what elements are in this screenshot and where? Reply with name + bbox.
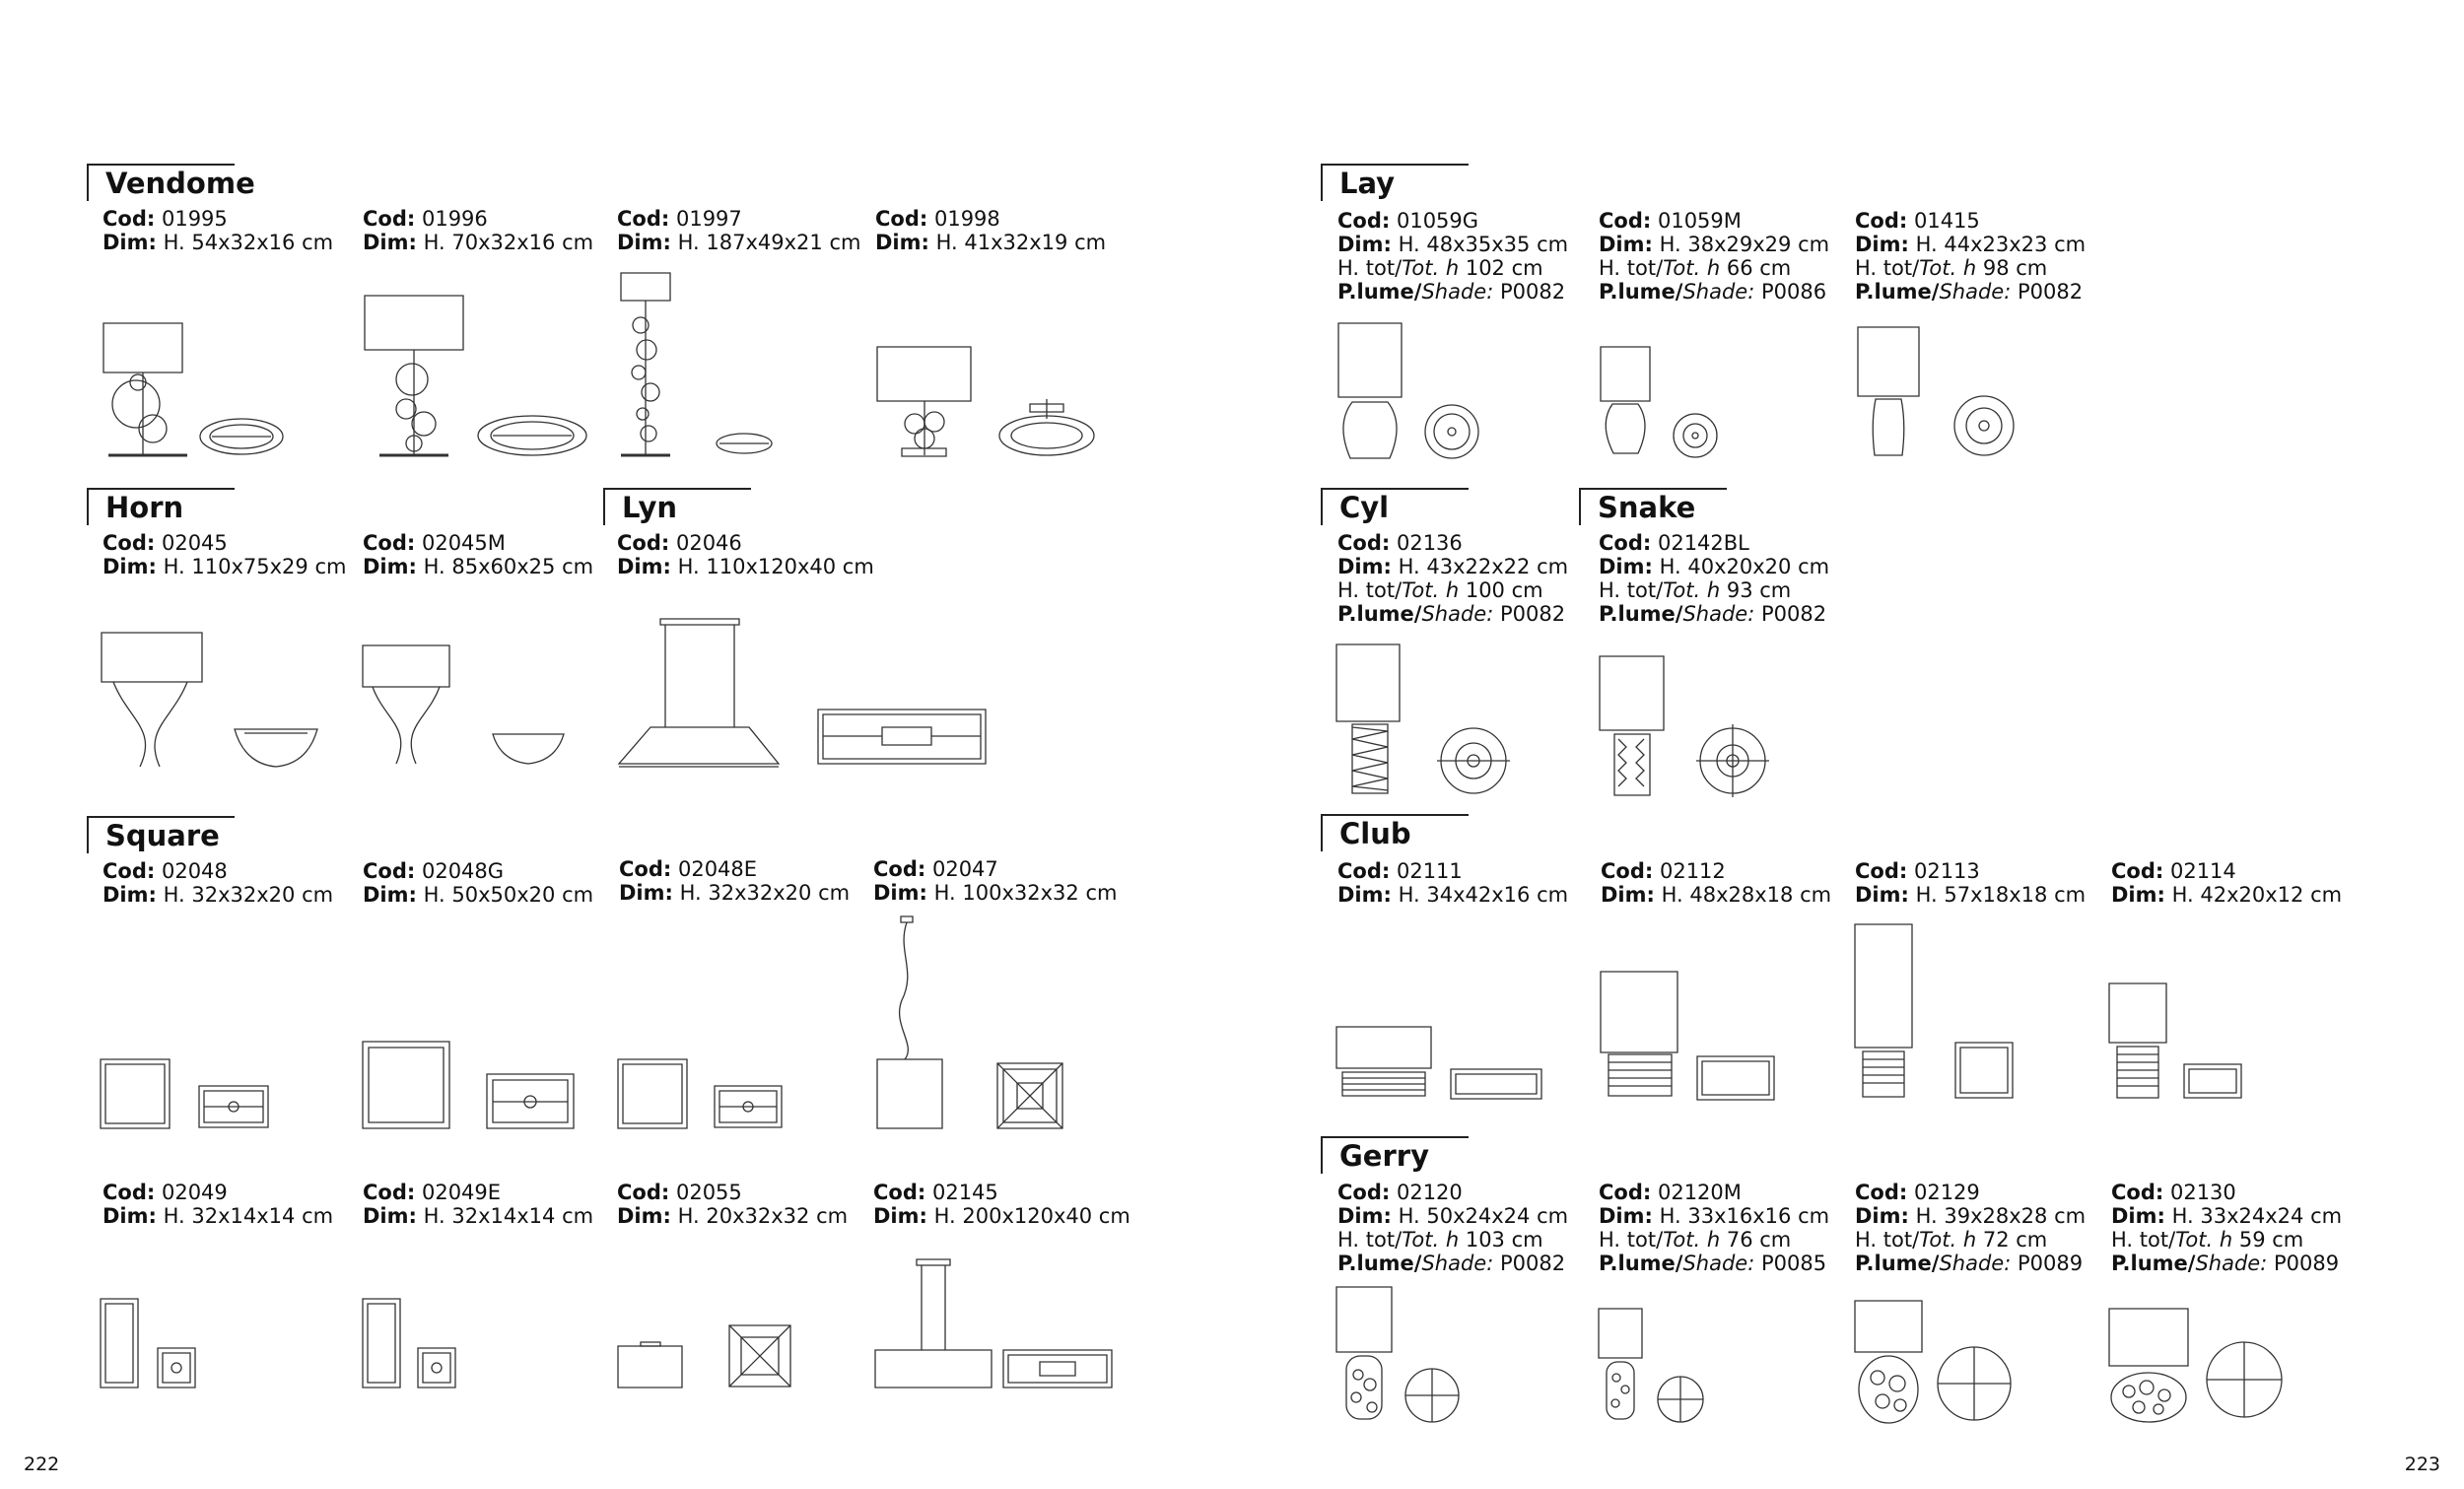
product-02129: Cod: 02129 Dim: H. 39x28x28 cm H. tot/Tot. h 72 cm P.lume/Shade: P0089 xyxy=(1855,1181,2087,1275)
product-02120: Cod: 02120 Dim: H. 50x24x24 cm H. tot/Tot. h 103 cm P.lume/Shade: P0082 xyxy=(1337,1181,1569,1275)
product-01415: Cod: 01415 Dim: H. 44x23x23 cm H. tot/Tot. h 98 cm P.lume/Shade: P0082 xyxy=(1855,209,2087,304)
product-02047: Cod: 02047 Dim: H. 100x32x32 cm xyxy=(873,857,1118,905)
horn-lyn-drawings xyxy=(99,611,1005,778)
product-02113: Cod: 02113 Dim: H. 57x18x18 cm xyxy=(1855,859,2087,907)
gerry-drawings xyxy=(1331,1281,2296,1429)
product-02045M: Cod: 02045M Dim: H. 85x60x25 cm xyxy=(363,531,594,578)
product-01995: Cod: 01995 Dim: H. 54x32x16 cm xyxy=(103,207,334,254)
product-02049E: Cod: 02049E Dim: H. 32x14x14 cm xyxy=(363,1181,594,1228)
product-02136: Cod: 02136 Dim: H. 43x22x22 cm H. tot/Tot. h 100 cm P.lume/Shade: P0082 xyxy=(1337,531,1569,626)
product-02048G: Cod: 02048G Dim: H. 50x50x20 cm xyxy=(363,859,594,907)
product-01998: Cod: 01998 Dim: H. 41x32x19 cm xyxy=(875,207,1107,254)
product-02055: Cod: 02055 Dim: H. 20x32x32 cm xyxy=(617,1181,849,1228)
product-02120M: Cod: 02120M Dim: H. 33x16x16 cm H. tot/Tot. h 76 cm P.lume/Shade: P0085 xyxy=(1599,1181,1830,1275)
cyl-snake-drawings xyxy=(1331,641,1794,798)
section-title-lyn: Lyn xyxy=(603,488,751,525)
lay-drawings xyxy=(1331,315,2040,463)
product-02048: Cod: 02048 Dim: H. 32x32x20 cm xyxy=(103,859,334,907)
product-02049: Cod: 02049 Dim: H. 32x14x14 cm xyxy=(103,1181,334,1228)
square-drawings-row1 xyxy=(99,912,1084,1138)
section-title-square: Square xyxy=(87,816,235,853)
product-02145: Cod: 02145 Dim: H. 200x120x40 cm xyxy=(873,1181,1130,1228)
product-02112: Cod: 02112 Dim: H. 48x28x18 cm xyxy=(1601,859,1832,907)
vendome-drawings xyxy=(99,266,1104,463)
section-title-lay: Lay xyxy=(1321,164,1469,201)
section-title-horn: Horn xyxy=(87,488,235,525)
square-drawings-row2 xyxy=(99,1252,1114,1399)
product-02130: Cod: 02130 Dim: H. 33x24x24 cm H. tot/Tot. h 59 cm P.lume/Shade: P0089 xyxy=(2111,1181,2343,1275)
section-title-vendome: Vendome xyxy=(87,164,235,201)
section-title-club: Club xyxy=(1321,814,1469,851)
product-01997: Cod: 01997 Dim: H. 187x49x21 cm xyxy=(617,207,861,254)
product-02048E: Cod: 02048E Dim: H. 32x32x20 cm xyxy=(619,857,851,905)
product-02046: Cod: 02046 Dim: H. 110x120x40 cm xyxy=(617,531,874,578)
product-02114: Cod: 02114 Dim: H. 42x20x12 cm xyxy=(2111,859,2343,907)
product-01996: Cod: 01996 Dim: H. 70x32x16 cm xyxy=(363,207,594,254)
product-01059M: Cod: 01059M Dim: H. 38x29x29 cm H. tot/Tot. h 66 cm P.lume/Shade: P0086 xyxy=(1599,209,1830,304)
page-number-right: 223 xyxy=(2404,1454,2440,1475)
product-01059G: Cod: 01059G Dim: H. 48x35x35 cm H. tot/Tot. h 102 cm P.lume/Shade: P0082 xyxy=(1337,209,1569,304)
section-title-gerry: Gerry xyxy=(1321,1136,1469,1174)
product-02142BL: Cod: 02142BL Dim: H. 40x20x20 cm H. tot/Tot. h 93 cm P.lume/Shade: P0082 xyxy=(1599,531,1830,626)
product-02045: Cod: 02045 Dim: H. 110x75x29 cm xyxy=(103,531,347,578)
product-02111: Cod: 02111 Dim: H. 34x42x16 cm xyxy=(1337,859,1569,907)
section-title-cyl: Cyl xyxy=(1321,488,1469,525)
section-title-snake: Snake xyxy=(1579,488,1727,525)
page-number-left: 222 xyxy=(24,1454,60,1475)
club-drawings xyxy=(1331,916,2267,1114)
